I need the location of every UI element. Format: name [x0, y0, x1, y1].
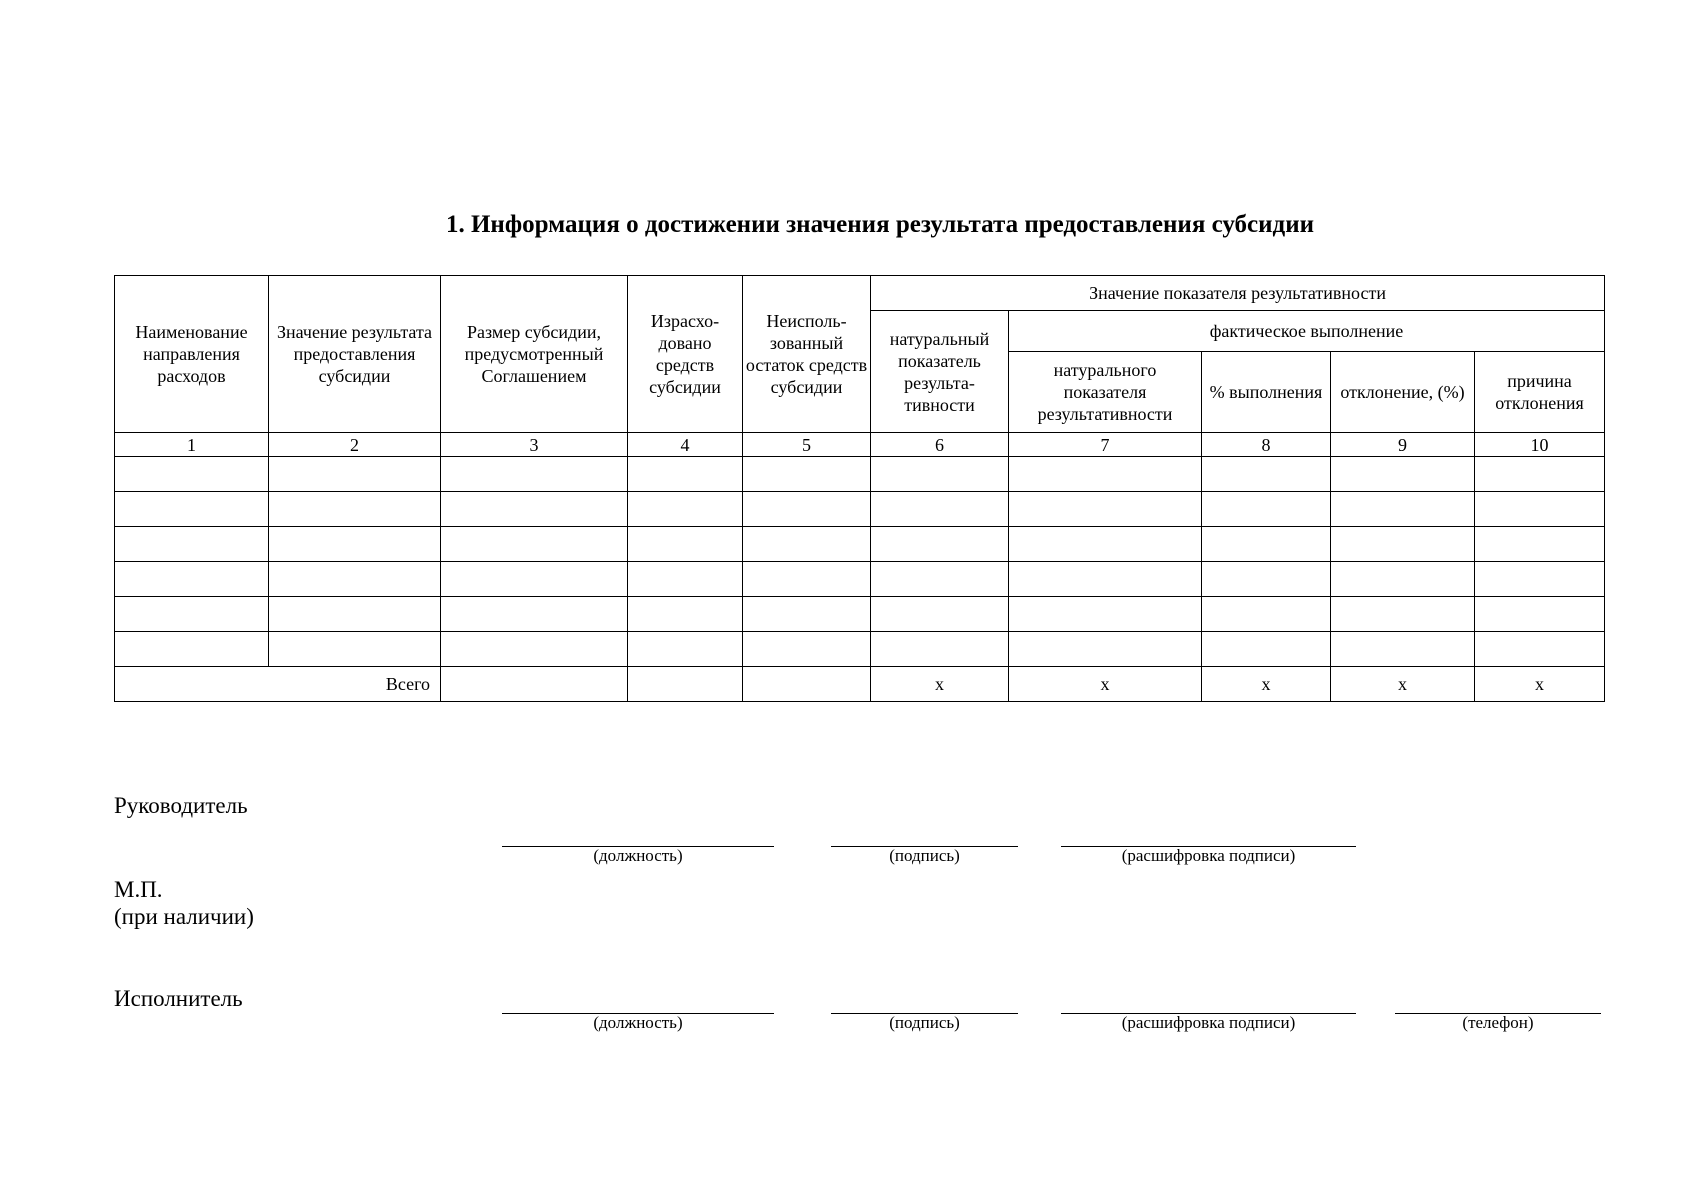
stamp-note: (при наличии)	[114, 904, 254, 929]
table-cell[interactable]	[871, 562, 1009, 597]
table-cell[interactable]	[115, 597, 269, 632]
column-number: 5	[743, 433, 871, 457]
table-cell[interactable]	[1009, 527, 1202, 562]
table-cell[interactable]	[1202, 562, 1331, 597]
header-subsidy-amount: Размер субсидии, предусмотренный Соглашением	[441, 276, 628, 433]
total-x-mark: х	[1202, 667, 1331, 702]
table-cell[interactable]	[628, 632, 743, 667]
table-cell[interactable]	[441, 457, 628, 492]
table-cell[interactable]	[441, 492, 628, 527]
table-cell[interactable]	[743, 632, 871, 667]
results-table	[114, 275, 1605, 702]
table-cell[interactable]	[871, 597, 1009, 632]
table-cell[interactable]	[1202, 492, 1331, 527]
table-cell[interactable]	[1202, 597, 1331, 632]
header-spent: Израсхо-довано средств субсидии	[628, 276, 743, 433]
header-expense-direction: Наименование направления расходов	[115, 276, 269, 433]
table-cell[interactable]	[1009, 597, 1202, 632]
table-cell[interactable]	[1009, 632, 1202, 667]
table-cell[interactable]	[1202, 632, 1331, 667]
total-x-mark: х	[1009, 667, 1202, 702]
table-cell[interactable]	[743, 562, 871, 597]
table-cell[interactable]	[115, 457, 269, 492]
table-row	[115, 457, 1605, 492]
table-cell[interactable]	[269, 492, 441, 527]
table-cell[interactable]	[743, 492, 871, 527]
header-deviation-reason: причина отклонения	[1475, 352, 1605, 433]
head-signature-caption: (подпись)	[889, 846, 960, 865]
total-label: Всего	[115, 667, 441, 702]
executor-label: Исполнитель	[114, 986, 243, 1011]
table-row	[115, 562, 1605, 597]
table-cell[interactable]	[1009, 457, 1202, 492]
table-cell[interactable]	[628, 492, 743, 527]
table-cell[interactable]	[1475, 457, 1605, 492]
head-position-caption: (должность)	[593, 846, 683, 865]
column-number: 4	[628, 433, 743, 457]
column-numbers-row	[115, 433, 1605, 457]
table-cell[interactable]	[628, 527, 743, 562]
table-cell[interactable]	[1331, 562, 1475, 597]
table-cell[interactable]	[1202, 527, 1331, 562]
table-row	[115, 527, 1605, 562]
column-number: 9	[1331, 433, 1475, 457]
column-number: 2	[269, 433, 441, 457]
total-x-mark: х	[871, 667, 1009, 702]
table-cell[interactable]	[269, 632, 441, 667]
table-cell[interactable]	[115, 632, 269, 667]
table-cell[interactable]	[441, 632, 628, 667]
table-cell[interactable]	[1009, 492, 1202, 527]
table-cell[interactable]	[1331, 597, 1475, 632]
header-deviation: отклонение, (%)	[1331, 352, 1475, 433]
table-cell[interactable]	[871, 632, 1009, 667]
column-number: 1	[115, 433, 269, 457]
total-cell[interactable]	[743, 667, 871, 702]
table-cell[interactable]	[269, 527, 441, 562]
table-cell[interactable]	[269, 597, 441, 632]
table-row	[115, 597, 1605, 632]
column-number: 10	[1475, 433, 1605, 457]
table-cell[interactable]	[871, 492, 1009, 527]
table-cell[interactable]	[441, 527, 628, 562]
total-cell[interactable]	[441, 667, 628, 702]
column-number: 8	[1202, 433, 1331, 457]
total-row	[115, 667, 1605, 702]
table-cell[interactable]	[1475, 597, 1605, 632]
executor-position-caption: (должность)	[593, 1013, 683, 1032]
table-cell[interactable]	[1331, 527, 1475, 562]
stamp-label: М.П.	[114, 877, 163, 902]
table-cell[interactable]	[628, 597, 743, 632]
column-number: 3	[441, 433, 628, 457]
executor-phone-caption: (телефон)	[1462, 1013, 1534, 1032]
table-cell[interactable]	[1331, 632, 1475, 667]
table-cell[interactable]	[115, 492, 269, 527]
table-cell[interactable]	[1331, 457, 1475, 492]
table-cell[interactable]	[871, 457, 1009, 492]
table-cell[interactable]	[1475, 562, 1605, 597]
table-cell[interactable]	[269, 457, 441, 492]
table-cell[interactable]	[743, 597, 871, 632]
head-decode-caption: (расшифровка подписи)	[1121, 846, 1296, 865]
table-cell[interactable]	[871, 527, 1009, 562]
table-cell[interactable]	[1475, 527, 1605, 562]
header-indicator-group: Значение показателя результативности	[871, 276, 1605, 311]
table-cell[interactable]	[628, 457, 743, 492]
table-row	[115, 492, 1605, 527]
header-actual-group: фактическое выполнение	[1009, 311, 1605, 352]
table-cell[interactable]	[628, 562, 743, 597]
column-number: 6	[871, 433, 1009, 457]
column-number: 7	[1009, 433, 1202, 457]
table-cell[interactable]	[1202, 457, 1331, 492]
table-row	[115, 632, 1605, 667]
header-actual-natural: натурального показателя результативности	[1009, 352, 1202, 433]
table-cell[interactable]	[441, 562, 628, 597]
total-cell[interactable]	[628, 667, 743, 702]
table-cell[interactable]	[441, 597, 628, 632]
header-unused-balance: Неисполь-зованный остаток средств субсидии	[743, 276, 871, 433]
total-x-mark: х	[1475, 667, 1605, 702]
executor-signature-caption: (подпись)	[889, 1013, 960, 1032]
table-cell[interactable]	[1475, 632, 1605, 667]
document-title: 1. Информация о достижении значения результата предоставления субсидии	[445, 211, 1315, 238]
executor-decode-caption: (расшифровка подписи)	[1121, 1013, 1296, 1032]
table-cell[interactable]	[1009, 562, 1202, 597]
table-cell[interactable]	[115, 562, 269, 597]
table-cell[interactable]	[743, 527, 871, 562]
table-cell[interactable]	[1475, 492, 1605, 527]
table-cell[interactable]	[269, 562, 441, 597]
header-result-value: Значение результата предоставления субсидии	[269, 276, 441, 433]
table-cell[interactable]	[115, 527, 269, 562]
table-cell[interactable]	[743, 457, 871, 492]
header-percent-done: % выполнения	[1202, 352, 1331, 433]
head-label: Руководитель	[114, 793, 248, 818]
table-cell[interactable]	[1331, 492, 1475, 527]
total-x-mark: х	[1331, 667, 1475, 702]
header-natural-indicator: натуральный показатель результа-тивности	[871, 311, 1009, 433]
